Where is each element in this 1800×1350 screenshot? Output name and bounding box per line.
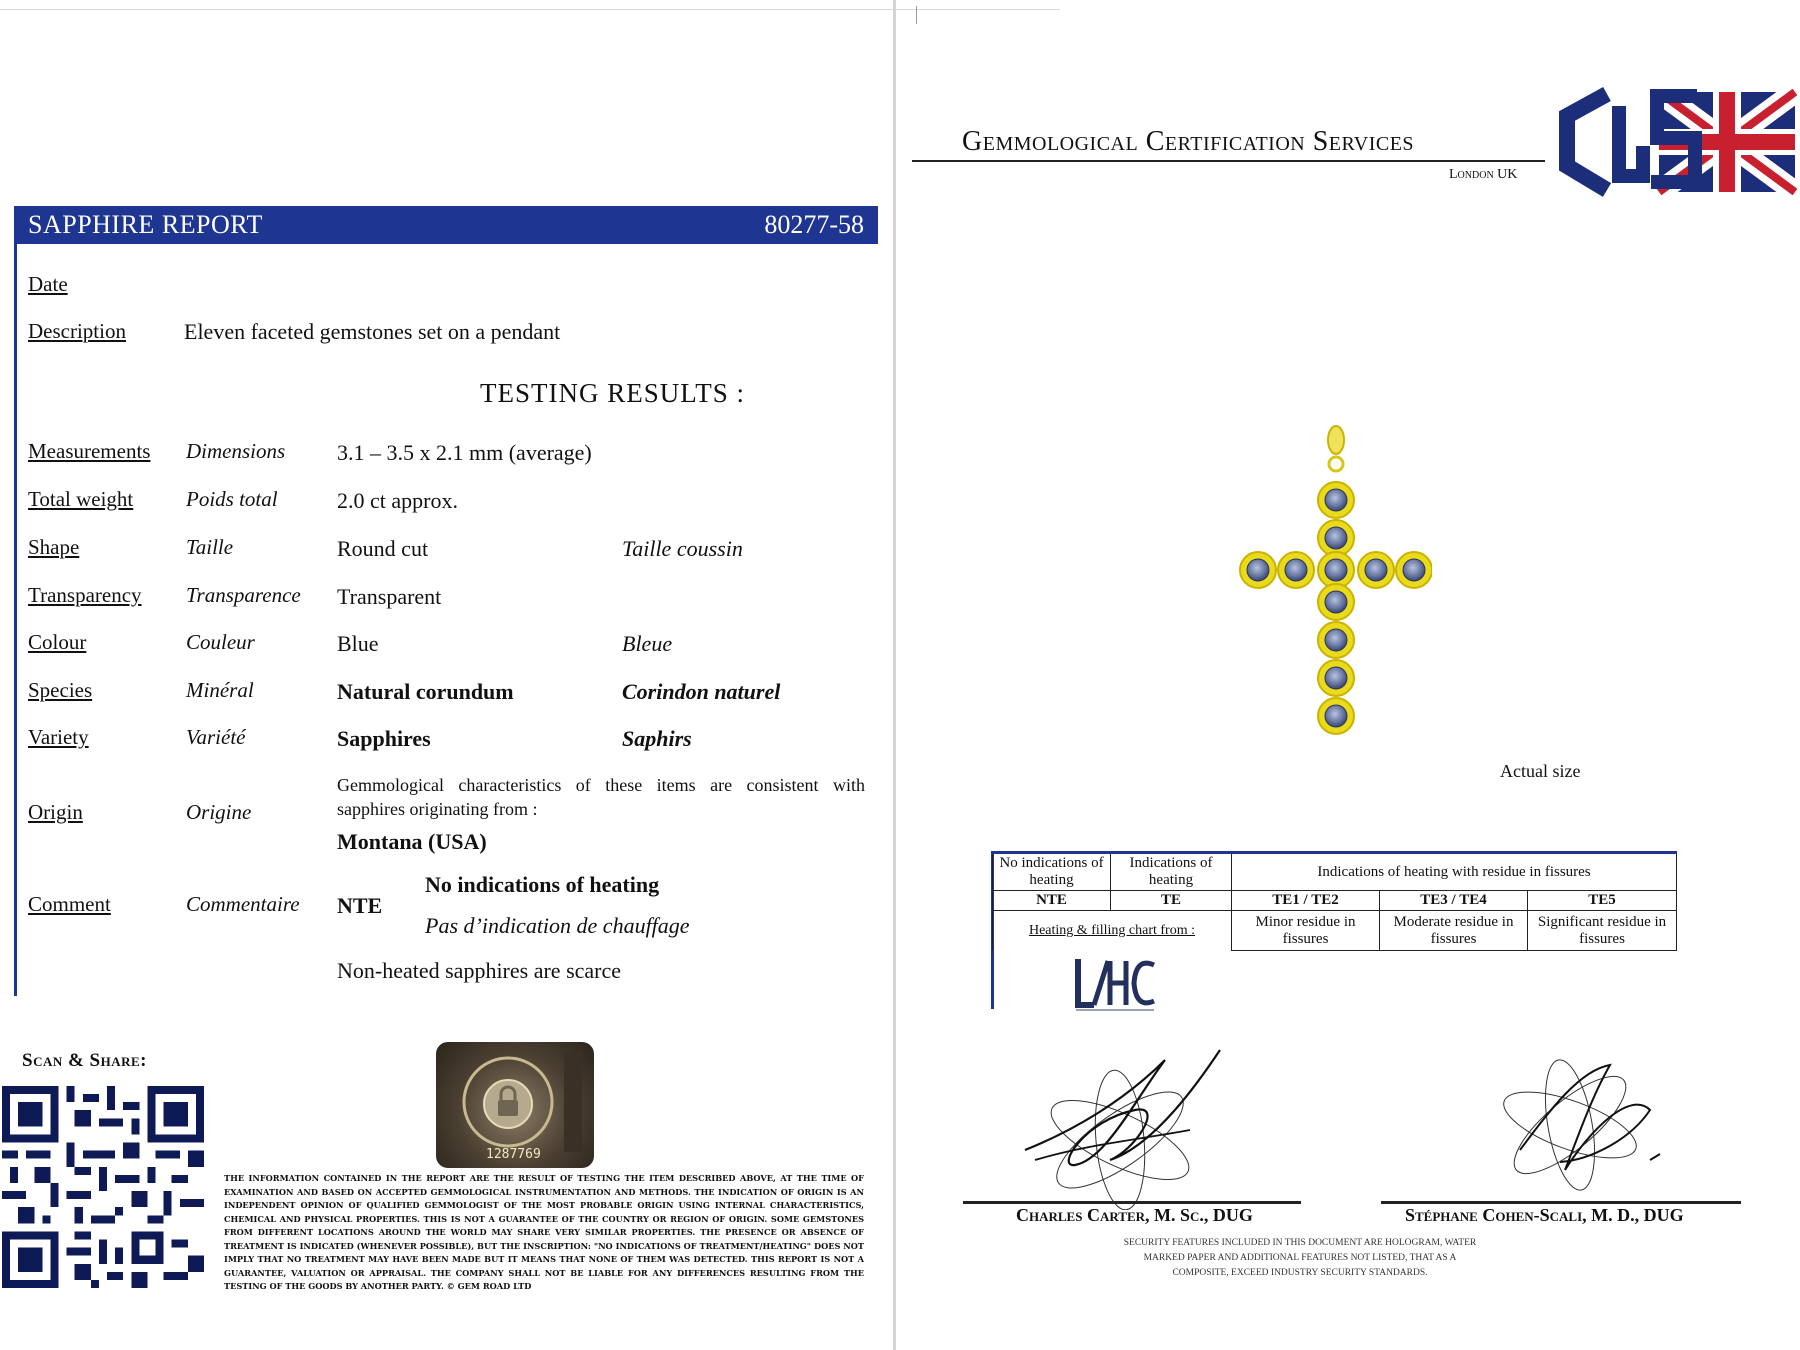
col-te-head: Indications of heating [1111, 853, 1232, 891]
code-te1-te2: TE1 / TE2 [1232, 891, 1380, 911]
species-value: Natural corundum [337, 679, 514, 704]
residue-minor: Minor residue in fissures [1232, 911, 1380, 951]
variety-label: Variety [28, 725, 89, 749]
poids-total-label: Poids total [186, 487, 278, 511]
couleur-label: Couleur [186, 630, 255, 654]
actual-size-caption: Actual size [1500, 761, 1581, 781]
comment-label: Comment [28, 892, 111, 916]
dimensions-label: Dimensions [186, 439, 286, 463]
qr-code[interactable] [2, 1086, 204, 1288]
commentaire-label: Commentaire [186, 892, 300, 916]
origine-label: Origine [186, 800, 252, 824]
species-value-fr: Corindon naturel [622, 679, 781, 704]
code-te3-te4: TE3 / TE4 [1380, 891, 1528, 911]
report-left-rule [14, 244, 17, 996]
comment-note: Non-heated sapphires are scarce [337, 958, 622, 983]
code-nte: NTE [993, 891, 1111, 911]
lhc-logo [1072, 955, 1158, 1013]
comment-value-fr: Pas d’indication de chauffage [425, 913, 690, 938]
measurements-value: 3.1 – 3.5 x 2.1 mm (average) [337, 440, 592, 465]
signature-line-left [963, 1201, 1301, 1204]
code-te5: TE5 [1528, 891, 1677, 911]
residue-moderate: Moderate residue in fissures [1380, 911, 1528, 951]
col-nte-head: No indications of heating [993, 853, 1111, 891]
disclaimer-text: THE INFORMATION CONTAINED IN THE REPORT ARE THE RESULT OF TESTING THE ITEM DESCRIBED ABOVE, AT THE TIME OF EXAMINATION AND BASED ON ACCEPTED GEMMOLOGICAL INSTRUMENTATION AND METHODS. THE INDICATION OF ORIGIN IS AN INDEPENDENT OPINION OF QUALIFIED GEMMOLOGIST OF THE MOST PROBABLE ORIGIN USING INTERNAL CHARACTERISTICS, CHEMICAL AND PHYSICAL PROPERTIES. THIS IS NOT A GUARANTEE OF THE COUNTRY OR REGION OF ORIGIN. SOME GEMSTONES FROM DIFFERENT LOCATIONS AROUND THE WORLD MAY SHARE VERY SIMILAR PROPERTIES. THE PRESENCE OR ABSENCE OF TREATMENT IS INDICATED (WHENEVER POSSIBLE), BUT THE INSCRIPTION: "NO INDICATIONS OF TREATMENT/HEATING" DOES NOT IMPLY THAT NO TREATMENT MAY HAVE BEEN MADE BUT IT MEANS THAT NONE OF THEM WAS DETECTED. THIS REPORT IS NOT A GUARANTEE, VALUATION OR APPRAISAL. THE COMPANY SHALL NOT BE LIABLE FOR ANY DIFFERENCES RESULTING FROM THE TESTING OF THE GOODS BY ANOTHER PARTY. © GEM ROAD LTD [224, 1173, 864, 1291]
scan-share-label: Scan & Share: [22, 1050, 148, 1071]
shape-value: Round cut [337, 536, 429, 561]
origin-value: Montana (USA) [337, 829, 487, 854]
transparency-label: Transparency [28, 583, 142, 607]
signature-line-right [1381, 1201, 1741, 1204]
transparence-label: Transparence [186, 583, 301, 607]
date-label: Date [28, 272, 68, 296]
shape-value-fr: Taille coussin [622, 536, 743, 561]
report-title: SAPPHIRE REPORT [28, 210, 263, 239]
heating-chart-link[interactable]: Heating & filling chart from : [1028, 923, 1195, 939]
residue-significant: Significant residue in fissures [1528, 911, 1677, 951]
top-edge-line [0, 9, 1060, 10]
variete-label: Variété [186, 725, 246, 749]
total-weight-label: Total weight [28, 487, 134, 511]
description-label: Description [28, 319, 126, 343]
measurements-label: Measurements [28, 439, 151, 463]
residue-head: Indications of heating with residue in fissures [1232, 853, 1677, 891]
origin-statement: Gemmological characteristics of these items are consistent with sapphires originating from : [337, 775, 865, 819]
security-note: SECURITY FEATURES INCLUDED IN THIS DOCUMENT ARE HOLOGRAM, WATER MARKED PAPER AND ADDITIONAL FEATURES NOT LISTED, THAT AS A COMPOSITE, EXCEED INDUSTRY SECURITY STANDARDS. [1123, 1238, 1477, 1278]
fold-mark [916, 6, 917, 24]
variety-value-fr: Saphirs [622, 726, 692, 751]
company-location: London UK [1449, 167, 1518, 182]
taille-label: Taille [186, 535, 234, 559]
colour-label: Colour [28, 630, 87, 654]
total-weight-value: 2.0 ct approx. [337, 488, 458, 513]
report-number: 80277-58 [764, 210, 864, 239]
colour-value: Blue [337, 631, 379, 656]
description-value: Eleven faceted gemstones set on a pendant [184, 319, 561, 344]
signature-stephane-cohen-scali [1480, 1050, 1680, 1200]
seal-number: 1287769 [486, 1147, 541, 1162]
heating-indications-table [992, 851, 1677, 951]
signatory-right: Stéphane Cohen-Scali, M. D., DUG [1405, 1205, 1684, 1225]
sapphire-cross-pendant-image [1236, 420, 1432, 748]
shape-label: Shape [28, 535, 80, 559]
transparency-value: Transparent [337, 584, 442, 609]
colour-value-fr: Bleue [622, 631, 673, 656]
code-te: TE [1111, 891, 1232, 911]
comment-value: No indications of heating [425, 872, 660, 897]
header-rule [912, 160, 1545, 162]
report-header-bar [14, 206, 878, 244]
gcs-union-jack-logo [1547, 86, 1797, 198]
variety-value: Sapphires [337, 726, 431, 751]
testing-results-heading: TESTING RESULTS : [480, 378, 746, 408]
species-label: Species [28, 678, 93, 702]
origin-label: Origin [28, 800, 83, 824]
company-name: Gemmological Certification Services [962, 126, 1415, 157]
comment-code: NTE [337, 893, 383, 918]
page-fold [893, 0, 896, 1350]
signatory-left: Charles Carter, M. Sc., DUG [1016, 1205, 1253, 1225]
signature-charles-carter [1015, 1040, 1230, 1210]
mineral-label: Minéral [186, 678, 254, 702]
